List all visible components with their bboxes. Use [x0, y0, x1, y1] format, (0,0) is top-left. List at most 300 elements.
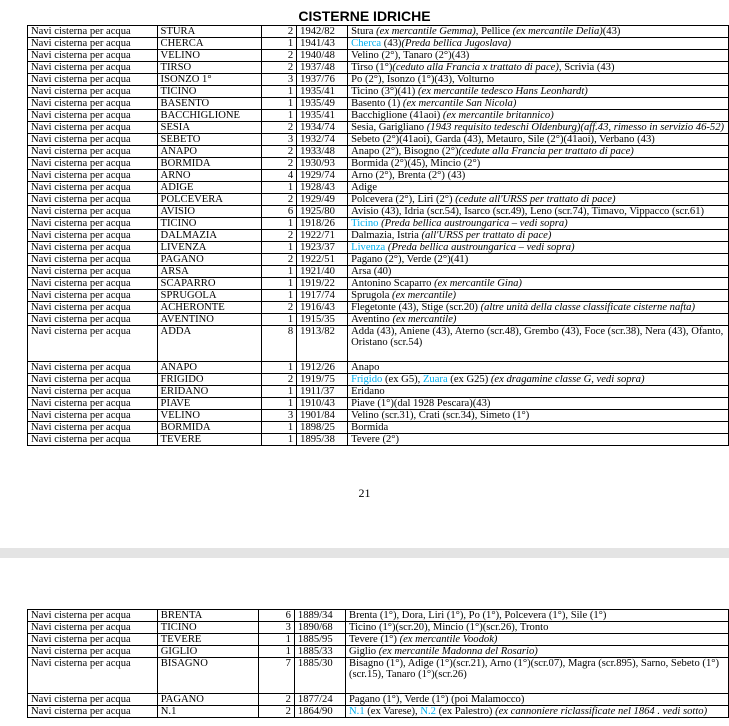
- table-row: [28, 86, 729, 98]
- note-text: Zuara: [422, 374, 448, 385]
- years-cell: 1933/48: [297, 146, 348, 158]
- table-row: [28, 110, 729, 122]
- class-name-cell: TEVERE: [157, 434, 261, 446]
- class-name-cell: CHERCA: [157, 38, 261, 50]
- class-name-cell: POLCEVERA: [157, 194, 261, 206]
- table-row: [28, 62, 729, 74]
- note-text: Avisio (43), Idria (scr.54), Isarco (scr.49), Leno (scr.74), Timavo, Vippacco (scr.61): [351, 206, 705, 217]
- years-cell: 1937/48: [297, 62, 348, 74]
- class-name-cell: TICINO: [157, 86, 261, 98]
- note-text: Aventino: [351, 314, 393, 325]
- class-name-cell: SEBETO: [157, 134, 261, 146]
- class-name-cell: ISONZO 1°: [157, 74, 261, 86]
- years-cell: 1919/22: [297, 278, 348, 290]
- table-row: [28, 398, 729, 410]
- unit-count-cell: 1: [261, 278, 297, 290]
- note-text: Bormida (2°)(45), Mincio (2°): [351, 158, 481, 169]
- note-text: (ex cannoniere riclassificate nel 1864 . vedi sotto): [495, 706, 708, 717]
- class-name-cell: SPRUGOLA: [157, 290, 261, 302]
- years-cell: 1929/74: [297, 170, 348, 182]
- unit-count-cell: 1: [261, 422, 297, 434]
- years-cell: 1885/33: [294, 646, 345, 658]
- table-row: [28, 410, 729, 422]
- table-row: [28, 266, 729, 278]
- years-cell: 1890/68: [294, 622, 345, 634]
- ship-type-cell: Navi cisterna per acqua: [28, 98, 158, 110]
- ship-type-cell: Navi cisterna per acqua: [28, 362, 158, 374]
- note-text: (all'URSS per trattato di pace): [421, 230, 552, 241]
- note-text: (ex mercantile britannico): [442, 110, 554, 121]
- ship-type-cell: Navi cisterna per acqua: [28, 290, 158, 302]
- years-cell: 1921/40: [297, 266, 348, 278]
- class-name-cell: TIRSO: [157, 62, 261, 74]
- note-text: , Pellice: [475, 26, 513, 37]
- note-text: Basento (1): [351, 98, 403, 109]
- units-notes-cell: [348, 110, 729, 122]
- note-text: (ex mercantile Gina): [434, 278, 522, 289]
- units-notes-cell: [348, 98, 729, 110]
- years-cell: 1942/82: [297, 26, 348, 38]
- units-notes-cell: [348, 50, 729, 62]
- class-name-cell: SCAPARRO: [157, 278, 261, 290]
- note-text: (cedute alla Francia per trattato di pace): [458, 146, 634, 157]
- table-row: [28, 326, 729, 362]
- unit-count-cell: 3: [261, 134, 297, 146]
- unit-count-cell: 2: [261, 302, 297, 314]
- table-row: [28, 314, 729, 326]
- unit-count-cell: 1: [261, 38, 297, 50]
- units-notes-cell: [348, 398, 729, 410]
- ship-type-cell: Navi cisterna per acqua: [28, 110, 158, 122]
- units-notes-cell: [348, 278, 729, 290]
- note-text: Anapo: [351, 362, 380, 373]
- note-text: (43): [602, 26, 621, 37]
- years-cell: 1935/41: [297, 86, 348, 98]
- ship-type-cell: Navi cisterna per acqua: [28, 26, 158, 38]
- table-row: [28, 374, 729, 386]
- note-text: Tevere (1°): [349, 634, 400, 645]
- units-notes-cell: [348, 158, 729, 170]
- years-cell: 1915/35: [297, 314, 348, 326]
- ship-type-cell: Navi cisterna per acqua: [28, 266, 158, 278]
- units-notes-cell: [346, 706, 729, 718]
- table-row: [28, 706, 729, 718]
- ship-type-cell: Navi cisterna per acqua: [28, 242, 158, 254]
- units-notes-cell: [348, 146, 729, 158]
- ship-type-cell: Navi cisterna per acqua: [28, 314, 158, 326]
- years-cell: 1910/43: [297, 398, 348, 410]
- note-text: Sebeto (2°)(41aoi), Garda (43), Metauro, Sile (2°)(41aoi), Verbano (43): [351, 134, 655, 145]
- document-page-2: [0, 558, 729, 726]
- years-cell: 1918/26: [297, 218, 348, 230]
- note-text: (ex dragamine classe G, vedi sopra): [490, 374, 645, 385]
- units-notes-cell: [348, 38, 729, 50]
- ship-type-cell: Navi cisterna per acqua: [28, 610, 158, 622]
- note-text: Eridano: [351, 386, 385, 397]
- note-text: Ticino (3°)(41): [351, 86, 418, 97]
- units-notes-cell: [346, 646, 729, 658]
- units-notes-cell: [348, 122, 729, 134]
- class-name-cell: ADIGE: [157, 182, 261, 194]
- class-name-cell: AVISIO: [157, 206, 261, 218]
- ship-type-cell: Navi cisterna per acqua: [28, 182, 158, 194]
- note-text: Livenza: [351, 242, 386, 253]
- ships-table-2: [27, 609, 729, 718]
- note-text: (1943 requisito tedeschi Oldenburg)(aff.43, rimesso in servizio 46-52): [426, 122, 725, 133]
- ships-table-1-body: [28, 26, 729, 446]
- years-cell: 1923/37: [297, 242, 348, 254]
- class-name-cell: DALMAZIA: [157, 230, 261, 242]
- ship-type-cell: Navi cisterna per acqua: [28, 422, 158, 434]
- units-notes-cell: [348, 170, 729, 182]
- table-row: [28, 694, 729, 706]
- table-row: [28, 278, 729, 290]
- unit-count-cell: 6: [259, 610, 295, 622]
- table-row: [28, 362, 729, 374]
- units-notes-cell: [348, 206, 729, 218]
- unit-count-cell: 2: [261, 194, 297, 206]
- years-cell: 1917/74: [297, 290, 348, 302]
- table-row: [28, 206, 729, 218]
- class-name-cell: PAGANO: [157, 694, 258, 706]
- class-name-cell: BASENTO: [157, 98, 261, 110]
- class-name-cell: BRENTA: [157, 610, 258, 622]
- note-text: Adda (43), Aniene (43), Aterno (scr.48), Grembo (43), Foce (scr.38), Nera (43), Ofanto, Oristano (scr.54): [351, 326, 724, 348]
- note-text: Arsa (40): [351, 266, 392, 277]
- years-cell: 1885/30: [294, 658, 345, 694]
- units-notes-cell: [348, 86, 729, 98]
- table-row: [28, 622, 729, 634]
- units-notes-cell: [346, 694, 729, 706]
- ship-type-cell: Navi cisterna per acqua: [28, 634, 158, 646]
- unit-count-cell: 1: [259, 646, 295, 658]
- years-cell: 1935/49: [297, 98, 348, 110]
- class-name-cell: BORMIDA: [157, 158, 261, 170]
- ship-type-cell: Navi cisterna per acqua: [28, 230, 158, 242]
- ship-type-cell: Navi cisterna per acqua: [28, 86, 158, 98]
- years-cell: 1898/25: [297, 422, 348, 434]
- table-row: [28, 634, 729, 646]
- units-notes-cell: [348, 74, 729, 86]
- ship-type-cell: Navi cisterna per acqua: [28, 158, 158, 170]
- table-row: [28, 254, 729, 266]
- years-cell: 1864/90: [294, 706, 345, 718]
- unit-count-cell: 1: [261, 398, 297, 410]
- note-text: Adige: [351, 182, 378, 193]
- class-name-cell: STURA: [157, 26, 261, 38]
- table-row: [28, 50, 729, 62]
- note-text: (43): [381, 38, 402, 49]
- ship-type-cell: Navi cisterna per acqua: [28, 134, 158, 146]
- unit-count-cell: 1: [261, 242, 297, 254]
- table-row: [28, 302, 729, 314]
- years-cell: 1934/74: [297, 122, 348, 134]
- unit-count-cell: 2: [261, 122, 297, 134]
- ship-type-cell: Navi cisterna per acqua: [28, 218, 158, 230]
- table-row: [28, 158, 729, 170]
- unit-count-cell: 8: [261, 326, 297, 362]
- note-text: (Preda bellica austroungarica – vedi sopra): [378, 218, 568, 229]
- units-notes-cell: [348, 218, 729, 230]
- years-cell: 1913/82: [297, 326, 348, 362]
- unit-count-cell: 2: [259, 706, 295, 718]
- class-name-cell: ADDA: [157, 326, 261, 362]
- ship-type-cell: Navi cisterna per acqua: [28, 646, 158, 658]
- years-cell: 1901/84: [297, 410, 348, 422]
- units-notes-cell: [348, 194, 729, 206]
- class-name-cell: ACHERONTE: [157, 302, 261, 314]
- page-number: 21: [358, 486, 371, 500]
- note-text: Bisagno (1°), Adige (1°)(scr.21), Arno (1°)(scr.07), Magra (scr.895), Sarno, Sebeto (1°)(scr.15), Tanaro (1°)(scr.26): [349, 658, 720, 680]
- years-cell: 1940/48: [297, 50, 348, 62]
- table-row: [28, 386, 729, 398]
- table-row: [28, 658, 729, 694]
- units-notes-cell: [348, 26, 729, 38]
- note-text: Velino (2°), Tanaro (2°)(43): [351, 50, 470, 61]
- class-name-cell: N.1: [157, 706, 258, 718]
- years-cell: 1916/43: [297, 302, 348, 314]
- note-text: (Preda bellica austroungarica – vedi sopra): [385, 242, 575, 253]
- ships-table-2-body: [28, 610, 729, 718]
- note-text: (ex mercantile San Nicola): [402, 98, 517, 109]
- note-text: (ex mercantile Voodok): [399, 634, 498, 645]
- unit-count-cell: 4: [261, 170, 297, 182]
- table-row: [28, 434, 729, 446]
- note-text: Bacchiglione (41aoi): [351, 110, 443, 121]
- unit-count-cell: 3: [261, 410, 297, 422]
- units-notes-cell: [348, 422, 729, 434]
- years-cell: 1930/93: [297, 158, 348, 170]
- class-name-cell: ANAPO: [157, 362, 261, 374]
- units-notes-cell: [348, 266, 729, 278]
- years-cell: 1922/51: [297, 254, 348, 266]
- note-text: (ex Palestro): [435, 706, 496, 717]
- class-name-cell: BORMIDA: [157, 422, 261, 434]
- units-notes-cell: [348, 362, 729, 374]
- years-cell: 1885/95: [294, 634, 345, 646]
- years-cell: 1919/75: [297, 374, 348, 386]
- ship-type-cell: Navi cisterna per acqua: [28, 410, 158, 422]
- units-notes-cell: [346, 610, 729, 622]
- unit-count-cell: 1: [261, 110, 297, 122]
- ship-type-cell: Navi cisterna per acqua: [28, 398, 158, 410]
- units-notes-cell: [348, 434, 729, 446]
- units-notes-cell: [348, 230, 729, 242]
- note-text: Piave (1°)(dal 1928 Pescara)(43): [351, 398, 491, 409]
- units-notes-cell: [346, 622, 729, 634]
- ship-type-cell: Navi cisterna per acqua: [28, 62, 158, 74]
- ship-type-cell: Navi cisterna per acqua: [28, 50, 158, 62]
- note-text: Ticino: [351, 218, 379, 229]
- table-row: [28, 218, 729, 230]
- ship-type-cell: Navi cisterna per acqua: [28, 706, 158, 718]
- class-name-cell: GIGLIO: [157, 646, 258, 658]
- table-row: [28, 610, 729, 622]
- ships-table-1: [27, 25, 729, 446]
- units-notes-cell: [348, 290, 729, 302]
- unit-count-cell: 7: [259, 658, 295, 694]
- years-cell: 1935/41: [297, 110, 348, 122]
- ship-type-cell: Navi cisterna per acqua: [28, 622, 158, 634]
- table-row: [28, 194, 729, 206]
- unit-count-cell: 1: [261, 266, 297, 278]
- class-name-cell: LIVENZA: [157, 242, 261, 254]
- table-row: [28, 422, 729, 434]
- note-text: (ex mercantile): [392, 314, 457, 325]
- page-title: CISTERNE IDRICHE: [298, 8, 431, 24]
- table-row: [28, 242, 729, 254]
- class-name-cell: FRIGIDO: [157, 374, 261, 386]
- unit-count-cell: 2: [261, 158, 297, 170]
- units-notes-cell: [348, 254, 729, 266]
- table-row: [28, 26, 729, 38]
- table-row: [28, 122, 729, 134]
- unit-count-cell: 1: [261, 98, 297, 110]
- note-text: Pagano (1°), Verde (1°) (poi Malamocco): [349, 694, 525, 705]
- note-text: , Scrivia (43): [558, 62, 615, 73]
- units-notes-cell: [348, 410, 729, 422]
- units-notes-cell: [346, 634, 729, 646]
- table-row: [28, 646, 729, 658]
- ship-type-cell: Navi cisterna per acqua: [28, 302, 158, 314]
- class-name-cell: BISAGNO: [157, 658, 258, 694]
- unit-count-cell: 1: [261, 182, 297, 194]
- class-name-cell: ERIDANO: [157, 386, 261, 398]
- units-notes-cell: [348, 386, 729, 398]
- years-cell: 1922/71: [297, 230, 348, 242]
- note-text: (ex G5),: [382, 374, 423, 385]
- class-name-cell: ANAPO: [157, 146, 261, 158]
- note-text: N.2: [420, 706, 436, 717]
- units-notes-cell: [348, 182, 729, 194]
- note-text: Pagano (2°), Verde (2°)(41): [351, 254, 469, 265]
- note-text: Stura: [351, 26, 377, 37]
- unit-count-cell: 2: [261, 50, 297, 62]
- note-text: Frigido: [351, 374, 383, 385]
- class-name-cell: VELINO: [157, 50, 261, 62]
- note-text: (ex mercantile Delia): [512, 26, 603, 37]
- note-text: Tirso (1°): [351, 62, 393, 73]
- unit-count-cell: 6: [261, 206, 297, 218]
- unit-count-cell: 1: [259, 634, 295, 646]
- years-cell: 1937/76: [297, 74, 348, 86]
- class-name-cell: PIAVE: [157, 398, 261, 410]
- table-row: [28, 38, 729, 50]
- years-cell: 1928/43: [297, 182, 348, 194]
- unit-count-cell: 3: [259, 622, 295, 634]
- years-cell: 1929/49: [297, 194, 348, 206]
- table-row: [28, 182, 729, 194]
- ship-type-cell: Navi cisterna per acqua: [28, 122, 158, 134]
- class-name-cell: ARSA: [157, 266, 261, 278]
- note-text: Tevere (2°): [351, 434, 400, 445]
- unit-count-cell: 2: [261, 230, 297, 242]
- units-notes-cell: [348, 242, 729, 254]
- table-row: [28, 230, 729, 242]
- ship-type-cell: Navi cisterna per acqua: [28, 434, 158, 446]
- note-text: Brenta (1°), Dora, Liri (1°), Po (1°), Polcevera (1°), Sile (1°): [349, 610, 607, 621]
- class-name-cell: ARNO: [157, 170, 261, 182]
- units-notes-cell: [348, 314, 729, 326]
- note-text: (cedute all'URSS per trattato di pace): [455, 194, 616, 205]
- ship-type-cell: Navi cisterna per acqua: [28, 374, 158, 386]
- note-text: Dalmazia, Istria: [351, 230, 422, 241]
- unit-count-cell: 2: [261, 254, 297, 266]
- note-text: Flegetonte (43), Stige (scr.20): [351, 302, 481, 313]
- class-name-cell: AVENTINO: [157, 314, 261, 326]
- note-text: (ex mercantile Madonna del Rosario): [378, 646, 538, 657]
- unit-count-cell: 1: [261, 290, 297, 302]
- note-text: (ex mercantile tedesco Hans Leonhardt): [417, 86, 588, 97]
- unit-count-cell: 1: [261, 314, 297, 326]
- unit-count-cell: 3: [261, 74, 297, 86]
- class-name-cell: SESIA: [157, 122, 261, 134]
- ship-type-cell: Navi cisterna per acqua: [28, 658, 158, 694]
- table-row: [28, 290, 729, 302]
- units-notes-cell: [348, 134, 729, 146]
- table-row: [28, 170, 729, 182]
- units-notes-cell: [348, 326, 729, 362]
- ship-type-cell: Navi cisterna per acqua: [28, 206, 158, 218]
- note-text: Antonino Scaparro: [351, 278, 435, 289]
- years-cell: 1912/26: [297, 362, 348, 374]
- note-text: Velino (scr.31), Crati (scr.34), Simeto (1°): [351, 410, 530, 421]
- ship-type-cell: Navi cisterna per acqua: [28, 326, 158, 362]
- ship-type-cell: Navi cisterna per acqua: [28, 194, 158, 206]
- years-cell: 1925/80: [297, 206, 348, 218]
- years-cell: 1895/38: [297, 434, 348, 446]
- note-text: (ex mercantile Gemma): [376, 26, 476, 37]
- years-cell: 1941/43: [297, 38, 348, 50]
- ship-type-cell: Navi cisterna per acqua: [28, 278, 158, 290]
- table-row: [28, 146, 729, 158]
- note-text: (ex Varese),: [364, 706, 421, 717]
- ship-type-cell: Navi cisterna per acqua: [28, 254, 158, 266]
- unit-count-cell: 2: [259, 694, 295, 706]
- class-name-cell: PAGANO: [157, 254, 261, 266]
- ship-type-cell: Navi cisterna per acqua: [28, 38, 158, 50]
- ship-type-cell: Navi cisterna per acqua: [28, 386, 158, 398]
- note-text: Po (2°), Isonzo (1°)(43), Volturno: [351, 74, 494, 85]
- table-row: [28, 98, 729, 110]
- years-cell: 1877/24: [294, 694, 345, 706]
- note-text: Anapo (2°), Bisogno (2°): [351, 146, 459, 157]
- units-notes-cell: [348, 302, 729, 314]
- note-text: (ex G25): [447, 374, 491, 385]
- units-notes-cell: [348, 62, 729, 74]
- note-text: (Preda bellica Jugoslava): [401, 38, 512, 49]
- note-text: Bormida: [351, 422, 389, 433]
- class-name-cell: TICINO: [157, 218, 261, 230]
- unit-count-cell: 1: [261, 218, 297, 230]
- ship-type-cell: Navi cisterna per acqua: [28, 694, 158, 706]
- note-text: Polcevera (2°), Liri (2°): [351, 194, 456, 205]
- ship-type-cell: Navi cisterna per acqua: [28, 170, 158, 182]
- unit-count-cell: 2: [261, 62, 297, 74]
- unit-count-cell: 1: [261, 362, 297, 374]
- note-text: Ticino (1°)(scr.20), Mincio (1°)(scr.26), Tronto: [349, 622, 549, 633]
- years-cell: 1911/37: [297, 386, 348, 398]
- class-name-cell: TEVERE: [157, 634, 258, 646]
- units-notes-cell: [348, 374, 729, 386]
- note-text: (ceduto alla Francia x trattato di pace): [392, 62, 559, 73]
- note-text: (ex mercantile): [392, 290, 457, 301]
- note-text: N.1: [349, 706, 365, 717]
- unit-count-cell: 2: [261, 26, 297, 38]
- unit-count-cell: 1: [261, 386, 297, 398]
- table-row: [28, 74, 729, 86]
- ship-type-cell: Navi cisterna per acqua: [28, 146, 158, 158]
